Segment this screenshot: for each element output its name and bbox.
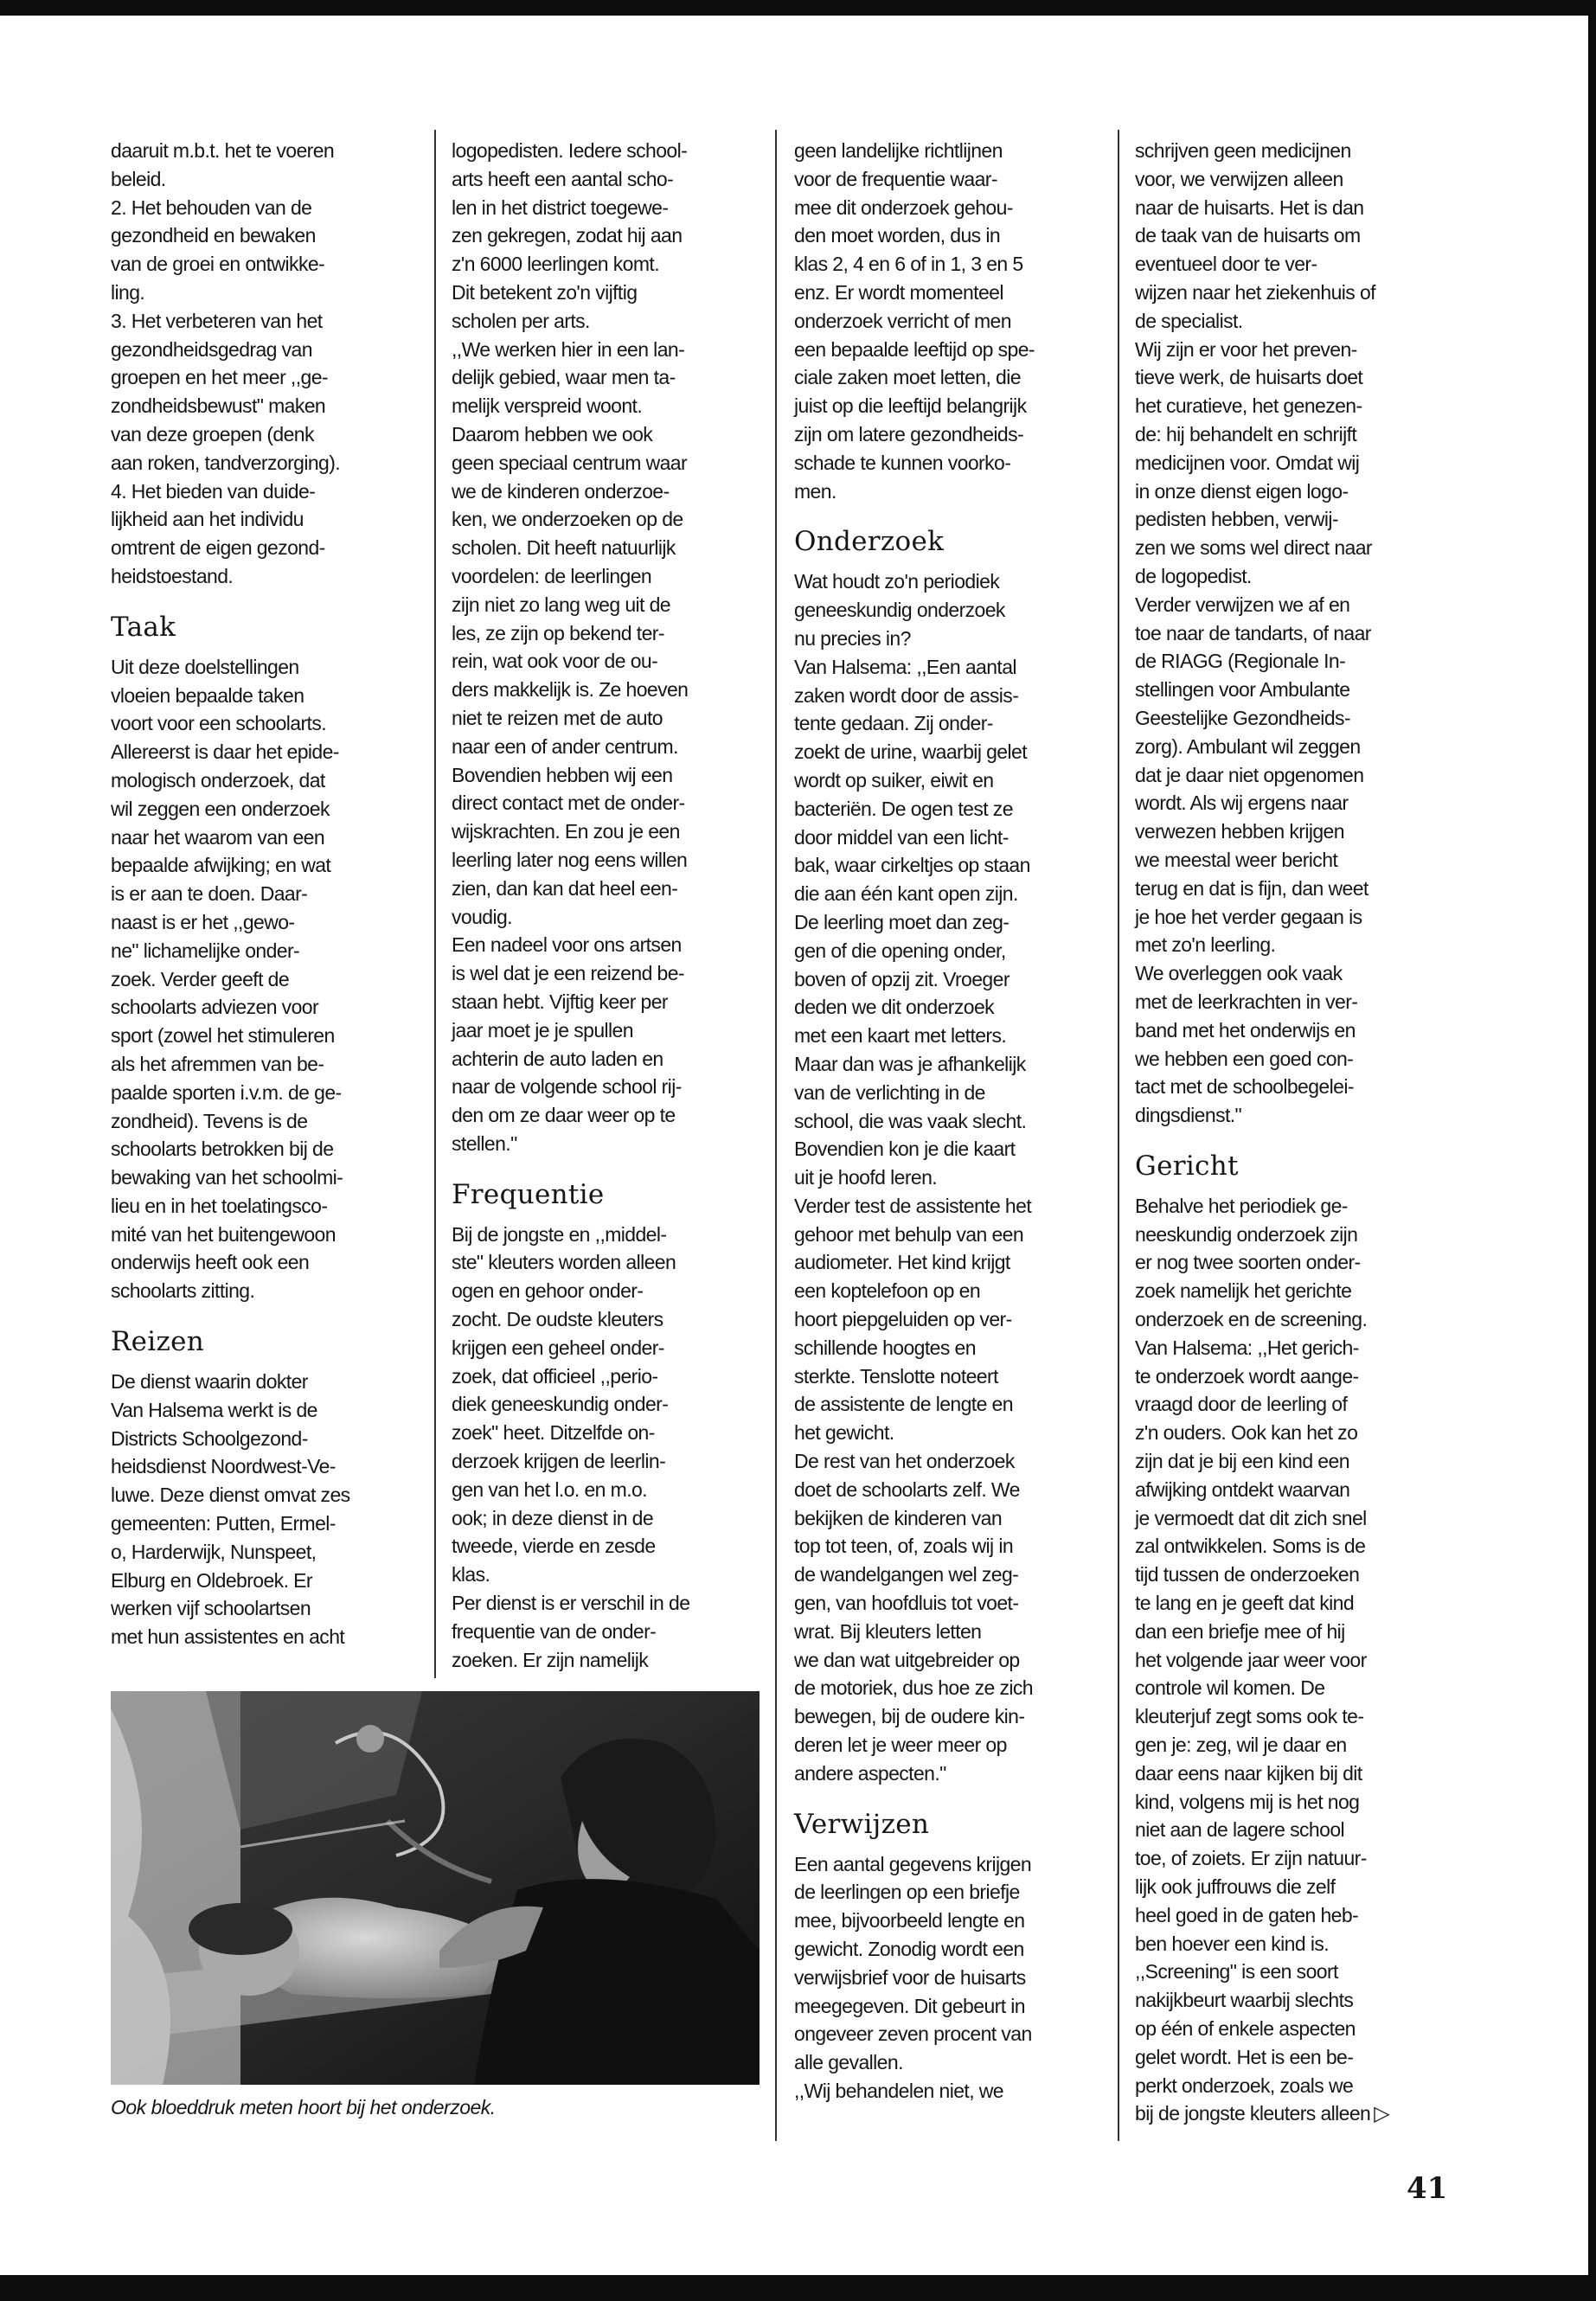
column-4 <box>1135 137 1481 2129</box>
article-photo <box>111 1691 760 2085</box>
column-rule <box>1118 130 1119 2141</box>
right-border <box>1588 0 1596 2301</box>
col4-paragraph-intro: schrijven geen medicijnen voor, we verwijzen alleen naar de huisarts. Het is dan de taak van de huisarts om eventueel door te ver- wijzen naar het ziekenhuis of de specialist. Wij zijn er voor het preven- tieve werk, de huisarts doet het curatieve, het genezen- de: hij behandelt en schrijft medicijnen voor. Omdat wij in onze dienst eigen logo- pedisten hebben, verwij- zen we soms wel direct naar de logopedist. Verder verwijzen we af en toe naar de tandarts, of naar de RIAGG (Regionale In- stellingen voor Ambulante Geestelijke Gezondheids- zorg). Ambulant wil zeggen dat je daar niet opgenomen wordt. Als wij ergens naar verwezen hebben krijgen we meestal weer bericht terug en dat is fijn, dan weet je hoe het verder gegaan is met zo'n leerling. We overleggen ook vaak met de leerkrachten in ver- band met het onderwijs en we hebben een goed con- tact met de schoolbegelei- dingsdienst." <box>1135 139 1375 1127</box>
heading-taak: Taak <box>111 611 176 643</box>
col3-paragraph-verwijzen: Een aantal gegevens krijgen de leerlingen op een briefje mee, bijvoorbeeld lengte en gewicht. Zonodig wordt een verwijsbrief voor de huisarts meegegeven. Dit gebeurt in ongeveer zeven procent van alle gevallen. ,,Wij behandelen niet, we <box>794 1852 1032 2102</box>
col1-paragraph-taak: Uit deze doelstellingen vloeien bepaalde taken voort voor een schoolarts. Allereerst is daar het epide- mologisch onderzoek, dat wil zeggen een onderzoek naar het waarom van een bepaalde afwijking; en wat is er aan te doen. Daar- naast is er het ,,gewo- ne" lichamelijke onder- zoek. Verder geeft de schoolarts adviezen voor sport (zowel het stimuleren als het afremmen van be- paalde sporten i.v.m. de ge- zondheid). Tevens is de schoolarts betrokken bij de bewaking van het schoolmi- lieu en in het toelatingsco- mité van het buitengewoon onderwijs heeft ook een schoolarts zitting. <box>111 655 343 1303</box>
heading-reizen: Reizen <box>111 1326 205 1358</box>
col4-paragraph-gericht <box>1135 1192 1481 2129</box>
photo-illustration <box>111 1691 760 2085</box>
continue-arrow-icon: ▷ <box>1374 2102 1390 2126</box>
column-rule <box>775 130 777 2141</box>
page-number: 41 <box>1407 2171 1448 2206</box>
top-border <box>0 0 1596 16</box>
heading-gericht: Gericht <box>1135 1150 1239 1182</box>
column-2 <box>452 137 758 1674</box>
column-3 <box>794 137 1100 2106</box>
column-rule <box>434 130 436 1678</box>
heading-frequentie: Frequentie <box>452 1178 605 1210</box>
photo-caption: Ook bloeddruk meten hoort bij het onderzoek. <box>111 2096 496 2118</box>
heading-verwijzen: Verwijzen <box>794 1808 930 1840</box>
col1-paragraph-goals: daaruit m.b.t. het te voeren beleid. 2. Het behouden van de gezondheid en bewaken van de groei en ontwikke- ling. 3. Het verbeteren van het gezondheidsgedrag van groepen en het meer ,,ge- zondheidsbewust" maken van deze groepen (denk aan roken, tandverzorging). 4. Het bieden van duide- lijkheid aan het individu omtrent de eigen gezond- heidstoestand. <box>111 139 341 587</box>
col3-paragraph-onderzoek: Wat houdt zo'n periodiek geneeskundig onderzoek nu precies in? Van Halsema: ,,Een aantal zaken wordt door de assis- tente gedaan. Zij onder- zoekt de urine, waarbij gelet wordt op suiker, eiwit en bacteriën. De ogen test ze door middel van een licht- bak, waar cirkeltjes op staan die aan één kant open zijn. De leerling moet dan zeg- gen of die opening onder, boven of opzij zit. Vroeger deden we dit onderzoek met een kaart met letters. Maar dan was je afhankelijk van de verlichting in de school, die was vaak slecht. Bovendien kon je die kaart uit je hoofd leren. Verder test de assistente het gehoor met behulp van een audiometer. Het kind krijgt een koptelefoon op en hoort piepgeluiden op ver- schillende hoogtes en sterkte. Tenslotte noteert de assistente de lengte en het gewicht. De rest van het onderzoek doet de schoolarts zelf. We bekijken de kinderen van top tot teen, of, zoals wij in de wandelgangen wel zeg- gen, van hoofdluis tot voet- wrat. Bij kleuters letten we dan wat uitgebreider op de motoriek, dus hoe ze zich bewegen, bij de oudere kin- deren let je weer meer op andere aspecten." <box>794 570 1033 1785</box>
col2-paragraph-frequentie: Bij de jongste en ,,middel- ste" kleuters worden alleen ogen en gehoor onder- zocht. De oudste kleuters krijgen een geheel onder- zoek, dat officieel ,,perio- diek geneeskundig onder- zoek" heet. Ditzelfde on- derzoek krijgen de leerlin- gen van het l.o. en m.o. ook; in deze dienst in de tweede, vierde en zesde klas. Per dienst is er verschil in de frequentie van de onder- zoeken. Er zijn namelijk <box>452 1222 690 1671</box>
bottom-border <box>0 2275 1596 2301</box>
col4-gericht-text: Behalve het periodiek ge- neeskundig onderzoek zijn er nog twee soorten onder- zoek namelijk het gerichte onderzoek en de screening. Van Halsema: ,,Het gerich- te onderzoek wordt aange- vraagd door de leerling of z'n ouders. Ook kan het zo zijn dat je bij een kind een afwijking ontdekt waarvan je vermoedt dat dit zich snel zal ontwikkelen. Soms is de tijd tussen de onderzoeken te lang en je geeft dat kind dan een briefje mee of hij het volgende jaar weer voor controle wil komen. De kleuterjuf zegt soms ook te- gen je: zeg, wil je daar en daar eens naar kijken bij dit kind, volgens mij is het nog niet aan de lagere school toe, of zoiets. Er zijn natuur- lijk ook juffrouws die zelf heel goed in de gaten heb- ben hoever een kind is. ,,Screening" is een soort nakijkbeurt waarbij slechts op één of enkele aspecten gelet wordt. Het is een be- perkt onderzoek, zoals we bij de jongste kleuters alleen <box>1135 1194 1371 2125</box>
col3-paragraph-intro: geen landelijke richtlijnen voor de frequentie waar- mee dit onderzoek gehou- den moet worden, dus in klas 2, 4 en 6 of in 1, 3 en 5 enz. Er wordt momenteel onderzoek verricht of men een bepaalde leeftijd op spe- ciale zaken moet letten, die juist op die leeftijd belangrijk zijn om latere gezondheids- schade te kunnen voorko- men. <box>794 139 1035 503</box>
column-1 <box>111 137 419 1651</box>
col2-paragraph-intro: logopedisten. Iedere school- arts heeft een aantal scho- len in het district toegewe- zen gekregen, zodat hij aan z'n 6000 leerlingen komt. Dit betekent zo'n vijftig scholen per arts. ,,We werken hier in een lan- delijk gebied, waar men ta- melijk verspreid woont. Daarom hebben we ook geen speciaal centrum waar we de kinderen onderzoe- ken, we onderzoeken op de scholen. Dit heeft natuurlijk voordelen: de leerlingen zijn niet zo lang weg uit de les, ze zijn op bekend ter- rein, wat ook voor de ou- ders makkelijk is. Ze hoeven niet te reizen met de auto naar een of ander centrum. Bovendien hebben wij een direct contact met de onder- wijskrachten. En zou je een leerling later nog eens willen zien, dan kan dat heel een- voudig. Een nadeel voor ons artsen is wel dat je een reizend be- staan hebt. Vijftig keer per jaar moet je je spullen achterin de auto laden en naar de volgende school rij- den om ze daar weer op te stellen." <box>452 139 689 1155</box>
heading-onderzoek: Onderzoek <box>794 526 945 558</box>
col1-paragraph-reizen: De dienst waarin dokter Van Halsema werkt is de Districts Schoolgezond- heidsdienst Noordwest-Ve- luwe. Deze dienst omvat zes gemeenten: Putten, Ermel- o, Harderwijk, Nunspeet, Elburg en Oldebroek. Er werken vijf schoolartsen met hun assistentes en acht <box>111 1370 350 1649</box>
